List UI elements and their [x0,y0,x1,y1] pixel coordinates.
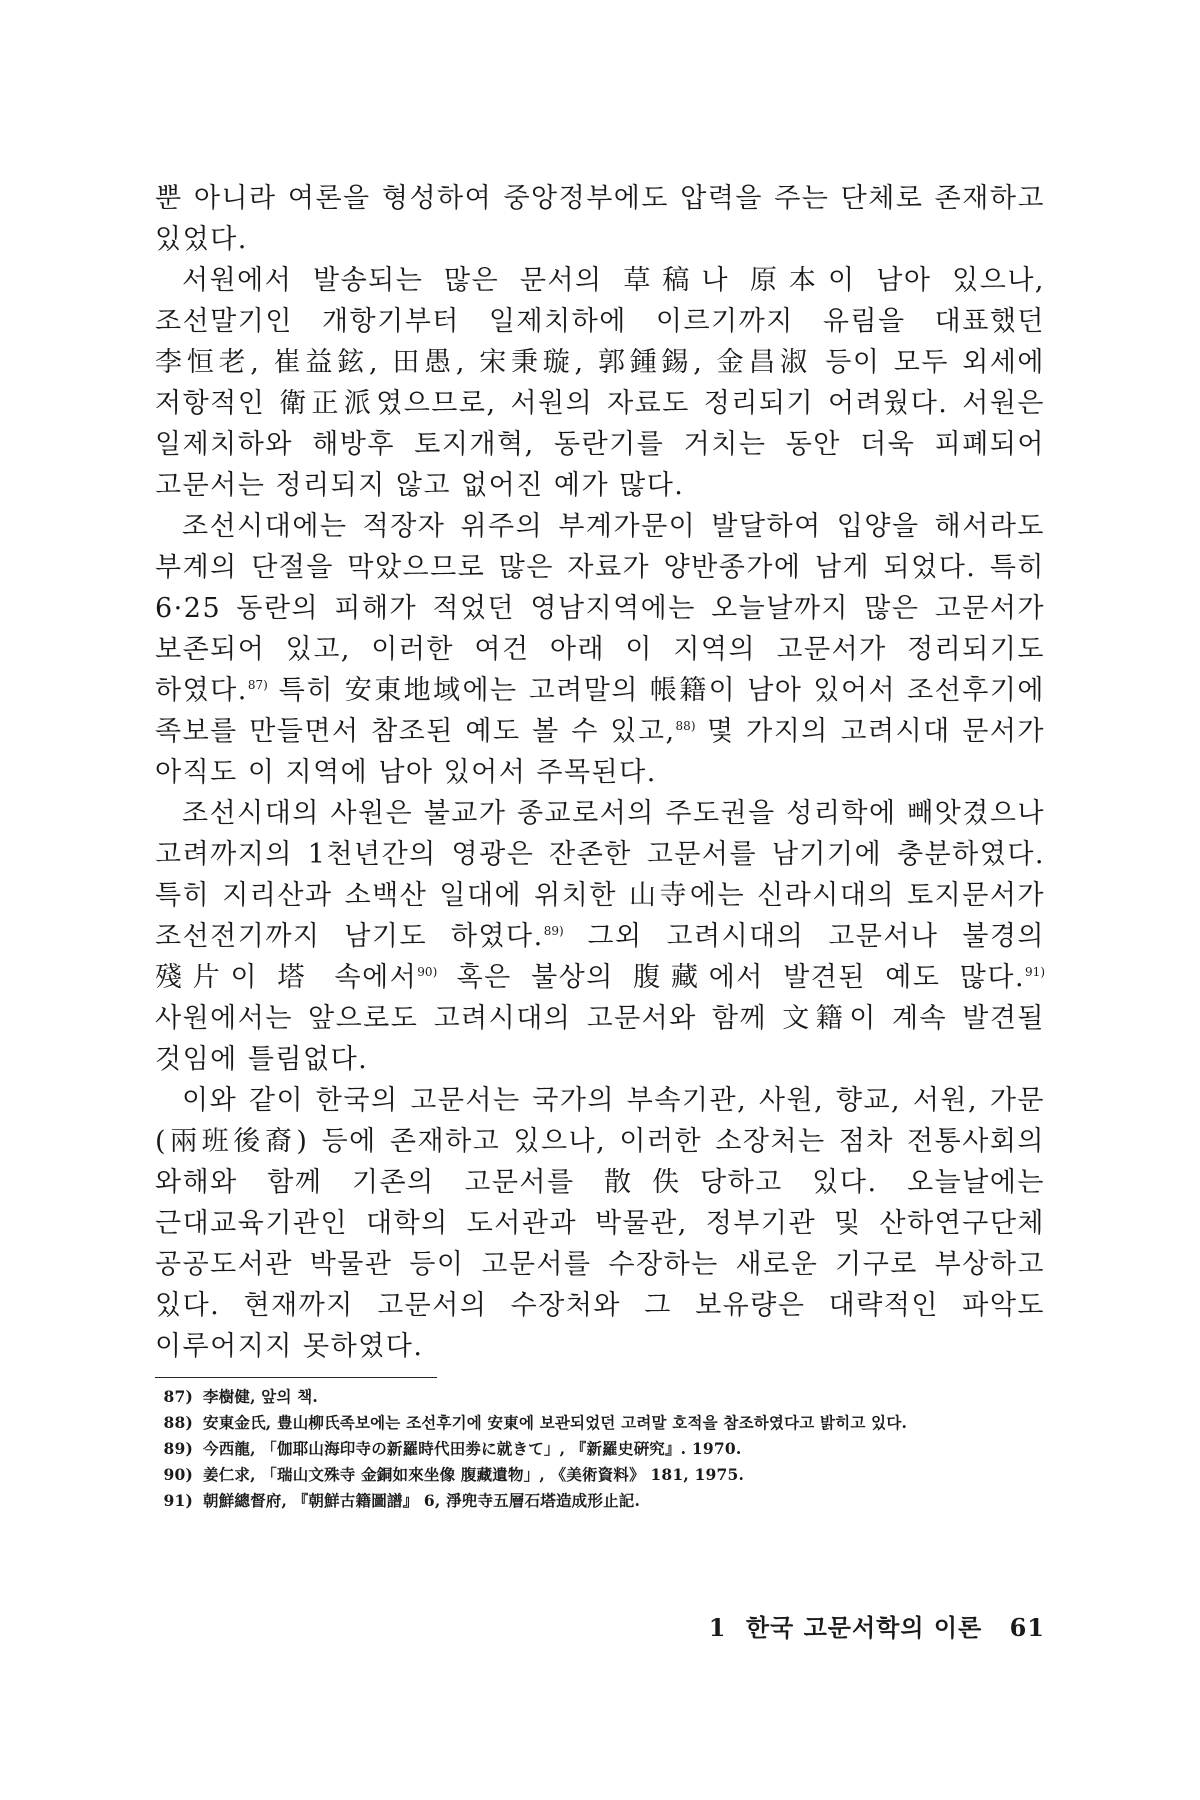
footnotes [155,1384,1045,1514]
chapter-title: 한국 고문서학의 이론 [745,1613,983,1642]
chapter-number: 1 [708,1613,727,1642]
paragraph-text: 조선시대의 사원은 불교가 종교로서의 주도권을 성리학에 빼앗겼으나 고려까지의 1천년간의 영광은 잔존한 고문서를 남기기에 충분하였다. 특히 지리산과 소백산 일대에 위치한 山寺에는 신라시대의 토지문서가 조선전기까지 남기도 하였다. [155,798,1045,952]
paragraph [155,506,1045,793]
page-number: 61 [1009,1613,1045,1642]
footnote-text: 姜仁求, 「瑞山文殊寺 金銅如來坐像 腹藏遺物」, 《美術資料》 181, 1975. [203,1465,745,1484]
footnote-number: 87) [163,1387,193,1406]
document-page [155,178,1045,1514]
footnote-number: 91) [163,1491,193,1510]
footnote-ref: 91) [1025,965,1045,979]
footnote [155,1384,1045,1410]
paragraph-text: 이와 같이 한국의 고문서는 국가의 부속기관, 사원, 향교, 서원, 가문(兩班後裔) 등에 존재하고 있으나, 이러한 소장처는 점차 전통사회의 와해와 함께 기존의 고문서를 散佚당하고 있다. 오늘날에는 근대교육기관인 대학의 도서관과 박물관, 정부기관 및 산하연구단체 공공도서관 박물관 등이 고문서를 수장하는 새로운 기구로 부상하고 있다. 현재까지 고문서의 수장처와 그 보유량은 대략적인 파악도 이루어지지 못하였다. [155,1085,1045,1362]
footnote-number: 89) [163,1439,193,1458]
footnote-text: 安東金氏, 豊山柳氏족보에는 조선후기에 安東에 보관되었던 고려말 호적을 참조하였다고 밝히고 있다. [203,1413,908,1432]
body-text [155,178,1045,1367]
paragraph-text: 서원에서 발송되는 많은 문서의 草稿나 原本이 남아 있으나, 조선말기인 개항기부터 일제치하에 이르기까지 유림을 대표했던 李恒老, 崔益鉉, 田愚, 宋秉璇, 郭鍾錫, 金昌淑 등이 모두 외세에 저항적인 衛正派였으므로, 서원의 자료도 정리되기 어려웠다. 서원은 일제치하와 해방후 토지개혁, 동란기를 거치는 동안 더욱 피폐되어 고문서는 정리되지 않고 없어진 예가 많다. [155,265,1045,501]
page-footer [709,1608,1045,1643]
footnote-text: 朝鮮總督府, 『朝鮮古籍圖譜』 6, 淨兜寺五層石塔造成形止記. [203,1491,641,1510]
footnote-ref: 90) [417,965,438,979]
footnote-number: 88) [163,1413,193,1432]
paragraph-text: 몇 가지의 고려시대 문서가 아직도 이 지역에 남아 있어서 주목된다. [155,716,1046,788]
footnote [155,1462,1045,1488]
footnote-text: 今西龍, 「伽耶山海印寺の新羅時代田劵に就きて」, 『新羅史硏究』. 1970. [203,1439,742,1458]
footnote [155,1488,1045,1514]
paragraph [155,178,1045,260]
paragraph [155,1080,1045,1367]
paragraph [155,793,1045,1080]
footnote-ref: 88) [675,719,696,733]
footnote-ref: 89) [543,924,564,938]
paragraph-text: 뿐 아니라 여론을 형성하여 중앙정부에도 압력을 주는 단체로 존재하고 있었다. [155,183,1045,255]
paragraph [155,260,1045,506]
footnote-ref: 87) [247,678,268,692]
paragraph-text: 혹은 불상의 腹藏에서 발견된 예도 많다. [437,962,1026,993]
footnote [155,1436,1045,1462]
footnote-text: 李樹健, 앞의 책. [203,1387,319,1406]
paragraph-text: 특히 安東地域에는 고려말의 帳籍이 남아 있어서 조선후기에 족보를 만들면서 참조된 예도 볼 수 있고, [155,675,1045,747]
paragraph-text: 그외 고려시대의 고문서나 불경의 殘片이 塔 속에서 [155,921,1046,993]
footnote-divider [155,1377,437,1378]
footnote [155,1410,1045,1436]
paragraph-text: 사원에서는 앞으로도 고려시대의 고문서와 함께 文籍이 계속 발견될 것임에 틀림없다. [155,1003,1045,1075]
footnote-number: 90) [163,1465,193,1484]
paragraph-text: 조선시대에는 적장자 위주의 부계가문이 발달하여 입양을 해서라도 부계의 단절을 막았으므로 많은 자료가 양반종가에 남게 되었다. 특히 6·25 동란의 피해가 적었던 영남지역에는 오늘날까지 많은 고문서가 보존되어 있고, 이러한 여건 아래 이 지역의 고문서가 정리되기도 하였다. [155,511,1045,706]
